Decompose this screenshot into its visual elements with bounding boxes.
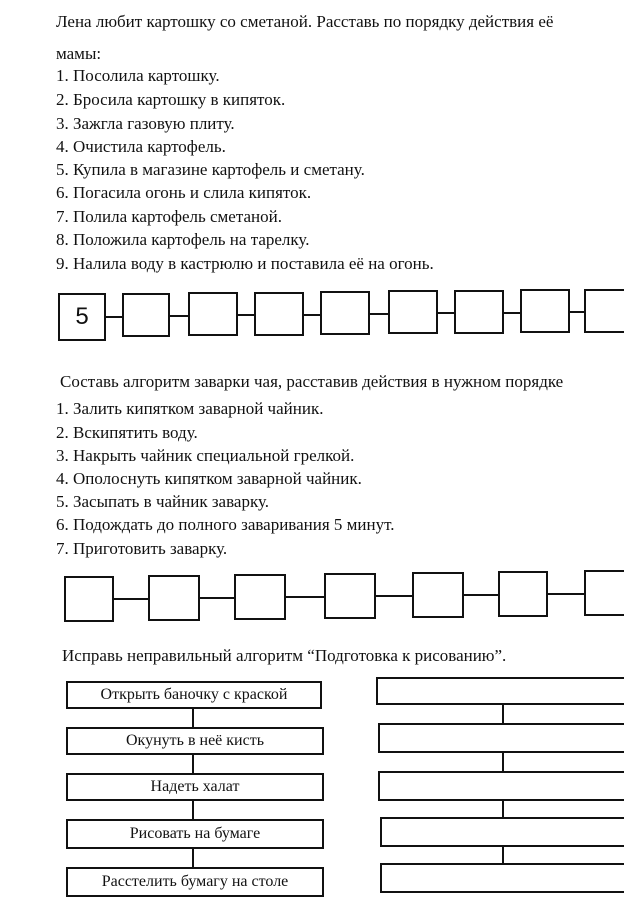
chain-connector [438,312,454,314]
chain-connector [106,316,122,318]
answer-box[interactable] [122,293,170,337]
answer-box-first[interactable]: 5 [58,293,106,341]
chain-connector [114,598,148,600]
answer-step-box[interactable] [380,863,624,893]
wrong-step: Надеть халат [66,773,324,801]
flow-connector [192,801,194,819]
answer-box[interactable] [64,576,114,622]
answer-box[interactable] [388,290,438,334]
task1-step: 1. Посолила картошку. [56,66,220,85]
answer-step-box[interactable] [376,677,624,705]
chain-connector [464,594,498,596]
task2-step: 5. Засыпать в чайник заварку. [56,492,270,511]
answer-box[interactable] [520,289,570,333]
answer-box[interactable] [254,292,304,336]
chain-connector [286,596,324,598]
answer-box[interactable] [234,574,286,620]
task1-step: 9. Налила воду в кастрюлю и поставила её на огонь. [56,254,434,273]
wrong-step: Окунуть в неё кисть [66,727,324,755]
flow-connector [502,847,504,863]
task1-step: 3. Зажгла газовую плиту. [56,114,235,133]
flow-connector [502,753,504,771]
chain-connector [238,314,254,316]
flow-connector [502,801,504,817]
task2-step: 3. Накрыть чайник специальной грелкой. [56,446,355,465]
task2-intro: Составь алгоритм заварки чая, расставив действия в нужном порядке [60,372,564,391]
task2-step: 2. Вскипятить воду. [56,423,198,442]
answer-box[interactable] [584,570,624,616]
task1-step: 5. Купила в магазине картофель и сметану. [56,160,365,179]
answer-step-box[interactable] [380,817,624,847]
chain-connector [200,597,234,599]
answer-box[interactable] [454,290,504,334]
flow-connector [192,709,194,727]
answer-step-box[interactable] [378,771,624,801]
flow-connector [502,705,504,723]
task1-step: 8. Положила картофель на тарелку. [56,230,310,249]
task2-step: 1. Залить кипятком заварной чайник. [56,399,324,418]
flow-connector [192,755,194,773]
chain-connector [376,595,412,597]
wrong-step: Рисовать на бумаге [66,819,324,849]
wrong-step: Расстелить бумагу на столе [66,867,324,897]
task2-step: 4. Ополоснуть кипятком заварной чайник. [56,469,362,488]
chain-connector [370,313,388,315]
answer-box[interactable] [412,572,464,618]
wrong-step: Открыть баночку с краской [66,681,322,709]
answer-box[interactable] [320,291,370,335]
chain-connector [304,314,320,316]
chain-connector [170,315,188,317]
answer-box[interactable] [324,573,376,619]
task2-step: 7. Приготовить заварку. [56,539,228,558]
chain-connector [504,312,520,314]
task1-step: 6. Погасила огонь и слила кипяток. [56,183,312,202]
task1-step: 2. Бросила картошку в кипяток. [56,90,286,109]
flow-connector [192,849,194,867]
answer-box[interactable] [498,571,548,617]
answer-step-box[interactable] [378,723,624,753]
task2-step: 6. Подождать до полного заваривания 5 минут. [56,515,395,534]
task1-intro-line1: Лена любит картошку со сметаной. Расставь по порядку действия её [56,12,554,31]
task1-step: 4. Очистила картофель. [56,137,226,156]
answer-box[interactable] [148,575,200,621]
chain-connector [548,593,584,595]
task1-step: 7. Полила картофель сметаной. [56,207,282,226]
chain-connector [570,311,584,313]
answer-box[interactable] [188,292,238,336]
answer-box[interactable] [584,289,624,333]
task1-intro-line2: мамы: [56,44,102,63]
task3-intro: Исправь неправильный алгоритм “Подготовка к рисованию”. [62,646,507,665]
